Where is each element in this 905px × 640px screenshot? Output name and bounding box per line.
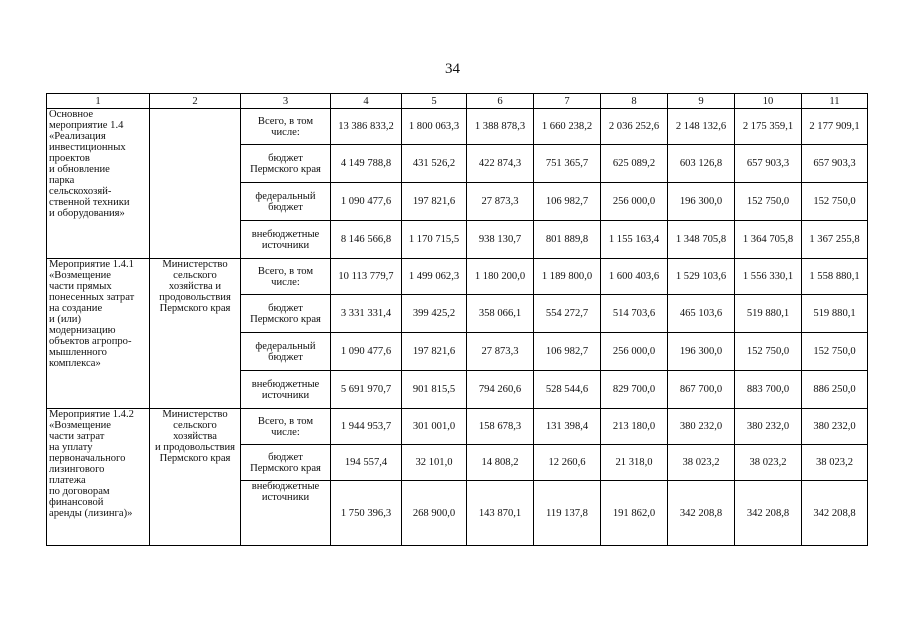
amount-cell: 657 903,3 bbox=[735, 145, 802, 183]
amount-cell: 1 155 163,4 bbox=[601, 221, 668, 259]
amount-cell: 794 260,6 bbox=[467, 371, 534, 409]
column-header-3: 3 bbox=[241, 94, 331, 109]
amount-cell: 256 000,0 bbox=[601, 333, 668, 371]
executor-name: Министерство сельского хозяйства и продовольствия Пермского края bbox=[154, 409, 236, 464]
amount-cell: 152 750,0 bbox=[802, 183, 868, 221]
amount-cell: 2 177 909,1 bbox=[802, 109, 868, 145]
header-row bbox=[47, 94, 868, 109]
funding-source-cell bbox=[241, 371, 331, 409]
amount-cell: 5 691 970,7 bbox=[331, 371, 402, 409]
event-name: Мероприятие 1.4.1 «Возмещение части прямых понесенных затрат на создание и (или) модернизацию объектов агропро- мышленного комплекса» bbox=[49, 259, 135, 369]
funding-source-label: Всего, в том числе: bbox=[257, 115, 314, 138]
amount-cell: 4 149 788,8 bbox=[331, 145, 402, 183]
amount-cell: 2 148 132,6 bbox=[668, 109, 735, 145]
amount-cell: 938 130,7 bbox=[467, 221, 534, 259]
amount-cell: 13 386 833,2 bbox=[331, 109, 402, 145]
column-header-7: 7 bbox=[534, 94, 601, 109]
amount-cell: 38 023,2 bbox=[668, 445, 735, 481]
amount-cell: 883 700,0 bbox=[735, 371, 802, 409]
funding-source-cell bbox=[241, 333, 331, 371]
amount-cell: 21 318,0 bbox=[601, 445, 668, 481]
amount-cell: 1 944 953,7 bbox=[331, 409, 402, 445]
column-header-2: 2 bbox=[150, 94, 241, 109]
amount-cell: 1 364 705,8 bbox=[735, 221, 802, 259]
amount-cell: 131 398,4 bbox=[534, 409, 601, 445]
amount-cell: 431 526,2 bbox=[402, 145, 467, 183]
amount-cell: 32 101,0 bbox=[402, 445, 467, 481]
amount-cell: 1 556 330,1 bbox=[735, 259, 802, 295]
executor-cell bbox=[150, 409, 241, 546]
amount-cell: 554 272,7 bbox=[534, 295, 601, 333]
amount-cell: 2 036 252,6 bbox=[601, 109, 668, 145]
table-row bbox=[47, 109, 868, 145]
amount-cell: 119 137,8 bbox=[534, 481, 601, 546]
funding-source-label: внебюджетные источники bbox=[251, 378, 320, 401]
amount-cell: 256 000,0 bbox=[601, 183, 668, 221]
amount-cell: 1 529 103,6 bbox=[668, 259, 735, 295]
funding-source-cell bbox=[241, 109, 331, 145]
funding-source-cell bbox=[241, 481, 331, 546]
amount-cell: 196 300,0 bbox=[668, 333, 735, 371]
amount-cell: 801 889,8 bbox=[534, 221, 601, 259]
table-body bbox=[47, 109, 868, 546]
amount-cell: 342 208,8 bbox=[735, 481, 802, 546]
amount-cell: 38 023,2 bbox=[735, 445, 802, 481]
column-header-8: 8 bbox=[601, 94, 668, 109]
funding-source-label: федеральный бюджет bbox=[255, 190, 316, 213]
funding-source-cell bbox=[241, 183, 331, 221]
amount-cell: 1 189 800,0 bbox=[534, 259, 601, 295]
amount-cell: 380 232,0 bbox=[802, 409, 868, 445]
executor-cell bbox=[150, 259, 241, 409]
amount-cell: 1 180 200,0 bbox=[467, 259, 534, 295]
executor-name: Министерство сельского хозяйства и продовольствия Пермского края bbox=[159, 259, 231, 314]
amount-cell: 1 660 238,2 bbox=[534, 109, 601, 145]
amount-cell: 465 103,6 bbox=[668, 295, 735, 333]
amount-cell: 27 873,3 bbox=[467, 183, 534, 221]
column-header-6: 6 bbox=[467, 94, 534, 109]
amount-cell: 514 703,6 bbox=[601, 295, 668, 333]
amount-cell: 194 557,4 bbox=[331, 445, 402, 481]
amount-cell: 10 113 779,7 bbox=[331, 259, 402, 295]
amount-cell: 1 090 477,6 bbox=[331, 183, 402, 221]
budget-table bbox=[46, 93, 868, 546]
amount-cell: 358 066,1 bbox=[467, 295, 534, 333]
amount-cell: 197 821,6 bbox=[402, 183, 467, 221]
amount-cell: 152 750,0 bbox=[802, 333, 868, 371]
funding-source-label: бюджет Пермского края bbox=[250, 451, 321, 474]
table-row bbox=[47, 259, 868, 295]
amount-cell: 399 425,2 bbox=[402, 295, 467, 333]
column-header-1: 1 bbox=[47, 94, 150, 109]
amount-cell: 751 365,7 bbox=[534, 145, 601, 183]
event-name-cell bbox=[47, 259, 150, 409]
funding-source-label: бюджет Пермского края bbox=[250, 302, 321, 325]
amount-cell: 342 208,8 bbox=[802, 481, 868, 546]
amount-cell: 867 700,0 bbox=[668, 371, 735, 409]
amount-cell: 1 600 403,6 bbox=[601, 259, 668, 295]
funding-source-label: Всего, в том числе: bbox=[257, 265, 314, 288]
amount-cell: 152 750,0 bbox=[735, 183, 802, 221]
column-header-11: 11 bbox=[802, 94, 868, 109]
amount-cell: 12 260,6 bbox=[534, 445, 601, 481]
amount-cell: 1 800 063,3 bbox=[402, 109, 467, 145]
amount-cell: 14 808,2 bbox=[467, 445, 534, 481]
funding-source-cell bbox=[241, 145, 331, 183]
amount-cell: 901 815,5 bbox=[402, 371, 467, 409]
amount-cell: 342 208,8 bbox=[668, 481, 735, 546]
event-name-cell bbox=[47, 409, 150, 546]
amount-cell: 528 544,6 bbox=[534, 371, 601, 409]
event-name: Мероприятие 1.4.2 «Возмещение части затрат на уплату первоначального лизингового платежа по договорам финансовой аренды (лизинга)» bbox=[49, 409, 134, 519]
funding-source-cell bbox=[241, 445, 331, 481]
amount-cell: 152 750,0 bbox=[735, 333, 802, 371]
funding-source-label: внебюджетные источники bbox=[251, 481, 320, 503]
amount-cell: 1 170 715,5 bbox=[402, 221, 467, 259]
amount-cell: 625 089,2 bbox=[601, 145, 668, 183]
amount-cell: 301 001,0 bbox=[402, 409, 467, 445]
amount-cell: 268 900,0 bbox=[402, 481, 467, 546]
amount-cell: 106 982,7 bbox=[534, 183, 601, 221]
amount-cell: 143 870,1 bbox=[467, 481, 534, 546]
amount-cell: 8 146 566,8 bbox=[331, 221, 402, 259]
amount-cell: 519 880,1 bbox=[735, 295, 802, 333]
amount-cell: 106 982,7 bbox=[534, 333, 601, 371]
funding-source-cell bbox=[241, 221, 331, 259]
amount-cell: 829 700,0 bbox=[601, 371, 668, 409]
amount-cell: 27 873,3 bbox=[467, 333, 534, 371]
amount-cell: 2 175 359,1 bbox=[735, 109, 802, 145]
amount-cell: 603 126,8 bbox=[668, 145, 735, 183]
table-header bbox=[47, 94, 868, 109]
funding-source-label: Всего, в том числе: bbox=[257, 415, 314, 438]
funding-source-cell bbox=[241, 295, 331, 333]
event-name: Основное мероприятие 1.4 «Реализация инвестиционных проектов и обновление парка сельскохозяй- ственной техники и оборудования» bbox=[49, 109, 130, 219]
amount-cell: 886 250,0 bbox=[802, 371, 868, 409]
amount-cell: 191 862,0 bbox=[601, 481, 668, 546]
amount-cell: 158 678,3 bbox=[467, 409, 534, 445]
amount-cell: 1 750 396,3 bbox=[331, 481, 402, 546]
amount-cell: 3 331 331,4 bbox=[331, 295, 402, 333]
funding-source-label: внебюджетные источники bbox=[251, 228, 320, 251]
column-header-5: 5 bbox=[402, 94, 467, 109]
amount-cell: 38 023,2 bbox=[802, 445, 868, 481]
funding-source-cell bbox=[241, 259, 331, 295]
amount-cell: 422 874,3 bbox=[467, 145, 534, 183]
amount-cell: 1 558 880,1 bbox=[802, 259, 868, 295]
column-header-10: 10 bbox=[735, 94, 802, 109]
funding-source-label: бюджет Пермского края bbox=[250, 152, 321, 175]
column-header-9: 9 bbox=[668, 94, 735, 109]
amount-cell: 213 180,0 bbox=[601, 409, 668, 445]
amount-cell: 380 232,0 bbox=[735, 409, 802, 445]
event-name-cell bbox=[47, 109, 150, 259]
funding-source-cell bbox=[241, 409, 331, 445]
amount-cell: 197 821,6 bbox=[402, 333, 467, 371]
amount-cell: 1 367 255,8 bbox=[802, 221, 868, 259]
table-row bbox=[47, 409, 868, 445]
page-number: 34 bbox=[445, 61, 460, 77]
amount-cell: 1 388 878,3 bbox=[467, 109, 534, 145]
column-header-4: 4 bbox=[331, 94, 402, 109]
amount-cell: 519 880,1 bbox=[802, 295, 868, 333]
amount-cell: 1 499 062,3 bbox=[402, 259, 467, 295]
amount-cell: 657 903,3 bbox=[802, 145, 868, 183]
amount-cell: 380 232,0 bbox=[668, 409, 735, 445]
funding-source-label: федеральный бюджет bbox=[255, 340, 316, 363]
executor-cell bbox=[150, 109, 241, 259]
amount-cell: 1 090 477,6 bbox=[331, 333, 402, 371]
amount-cell: 196 300,0 bbox=[668, 183, 735, 221]
amount-cell: 1 348 705,8 bbox=[668, 221, 735, 259]
